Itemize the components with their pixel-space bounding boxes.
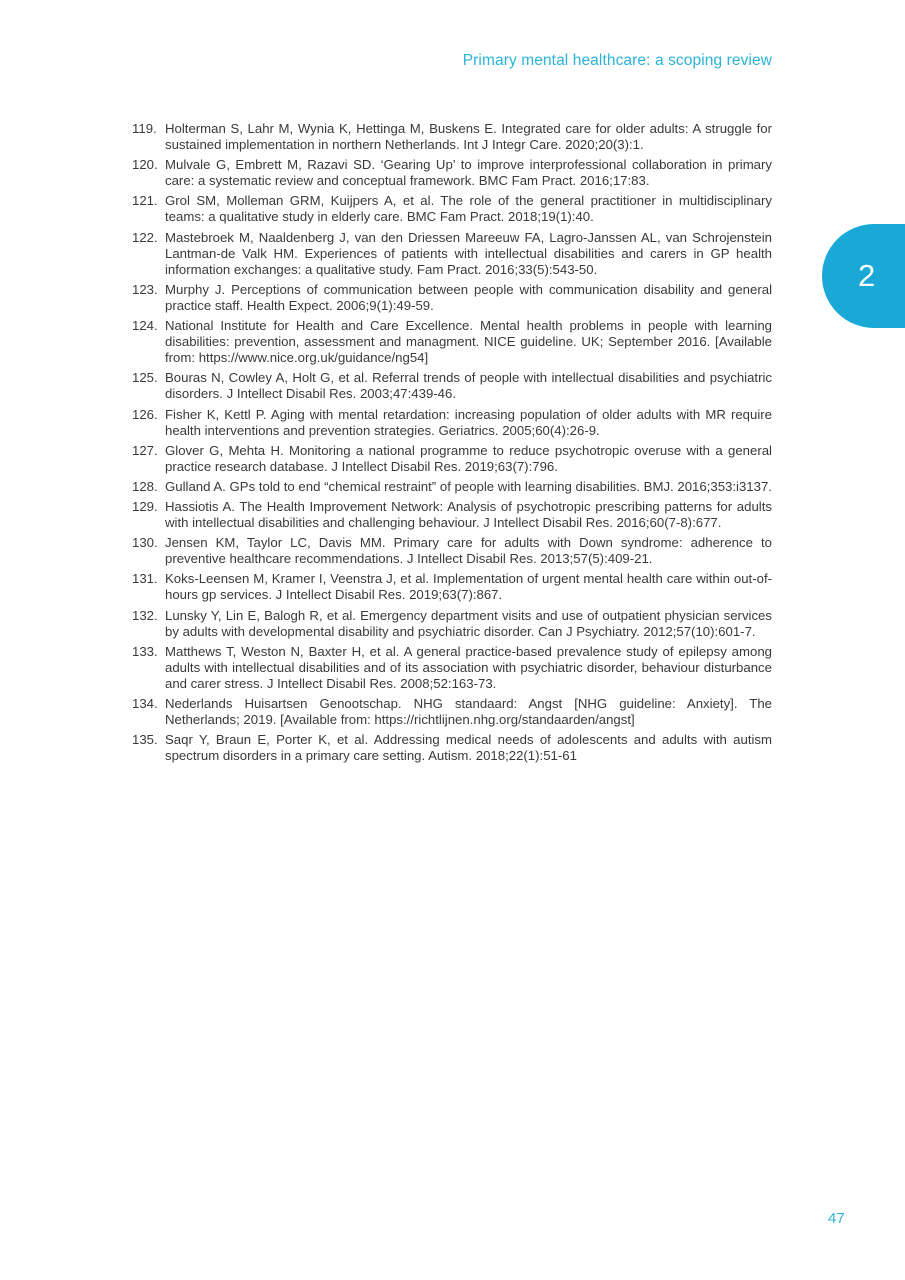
- reference-number: 125.: [132, 370, 158, 386]
- reference-number: 134.: [132, 696, 158, 711]
- reference-item: [132, 732, 772, 764]
- reference-number: 135.: [132, 732, 158, 748]
- reference-text: Jensen KM, Taylor LC, Davis MM. Primary care for adults with Down syndrome: adherence to preventive healthcare recommendations. J Intellect Disabil Res. 2013;57(5):409-21.: [165, 535, 772, 567]
- reference-number: 126.: [132, 406, 158, 422]
- reference-text: Saqr Y, Braun E, Porter K, et al. Addressing medical needs of adolescents and adults with autism spectrum disorders in a primary care setting. Autism. 2018;22(1):51-61: [165, 732, 772, 764]
- chapter-number-tab: 2: [822, 224, 905, 328]
- reference-number: 131.: [132, 571, 158, 587]
- reference-number: 120.: [132, 157, 158, 173]
- reference-number: 124.: [132, 318, 158, 334]
- reference-item: [132, 644, 772, 692]
- reference-number: 133.: [132, 643, 158, 659]
- reference-text: Murphy J. Perceptions of communication between people with communication disability and general practice staff. Health Expect. 2006;9(1):49-59.: [165, 281, 772, 313]
- reference-item: [132, 499, 772, 531]
- reference-text: Gulland A. GPs told to end “chemical restraint” of people with learning disabilities. BMJ. 2016;353:i3137.: [165, 478, 772, 494]
- reference-text: National Institute for Health and Care Excellence. Mental health problems in people with learning disabilities: prevention, assessment and managment. NICE guideline. UK; September 2016. [Available from: https://www.nice.org.uk/guidance/ng54]: [165, 318, 772, 366]
- reference-text: Mulvale G, Embrett M, Razavi SD. ‘Gearing Up’ to improve interprofessional collaboration in primary care: a systematic review and conceptual framework. BMC Fam Pract. 2016;17:83.: [165, 157, 772, 189]
- reference-item: [132, 571, 772, 603]
- reference-number: 130.: [132, 535, 158, 551]
- reference-number: 123.: [132, 281, 158, 297]
- running-header-title: Primary mental healthcare: a scoping review: [462, 52, 772, 69]
- reference-item: [132, 282, 772, 314]
- reference-text: Koks-Leensen M, Kramer I, Veenstra J, et al. Implementation of urgent mental health care within out-of-hours gp services. J Intellect Disabil Res. 2019;63(7):867.: [165, 571, 772, 603]
- reference-item: [132, 696, 772, 728]
- reference-number: 129.: [132, 498, 158, 514]
- reference-number: 119.: [132, 121, 157, 136]
- reference-text: Mastebroek M, Naaldenberg J, van den Driessen Mareeuw FA, Lagro-Janssen AL, van Schrojenstein Lantman-de Valk HM. Experiences of patients with intellectual disabilities and carers in GP health information exchanges: a qualitative study. Fam Pract. 2016;33(5):543-50.: [165, 229, 772, 277]
- reference-text: Matthews T, Weston N, Baxter H, et al. A general practice-based prevalence study of epilepsy among adults with intellectual disabilities and of its association with psychiatric disorder, behaviour disturbance and carer stress. J Intellect Disabil Res. 2008;52:163-73.: [165, 643, 772, 691]
- reference-number: 127.: [132, 442, 158, 458]
- reference-text: Grol SM, Molleman GRM, Kuijpers A, et al. The role of the general practitioner in multidisciplinary teams: a qualitative study in elderly care. BMC Fam Pract. 2018;19(1):40.: [165, 193, 772, 225]
- reference-item: [132, 479, 772, 495]
- reference-item: [132, 193, 772, 225]
- reference-text: Nederlands Huisartsen Genootschap. NHG standaard: Angst [NHG guideline: Anxiety]. The Netherlands; 2019. [Available from: https://richtlijnen.nhg.org/standaarden/angst]: [165, 696, 772, 728]
- reference-item: [132, 230, 772, 278]
- reference-item: [132, 535, 772, 567]
- page-number: 47: [828, 1210, 845, 1227]
- reference-item: [132, 443, 772, 475]
- reference-item: [132, 121, 772, 153]
- reference-item: [132, 157, 772, 189]
- reference-number: 128.: [132, 478, 158, 494]
- reference-item: [132, 370, 772, 402]
- reference-text: Bouras N, Cowley A, Holt G, et al. Referral trends of people with intellectual disabilities and psychiatric disorders. J Intellect Disabil Res. 2003;47:439-46.: [165, 370, 772, 402]
- reference-text: Holterman S, Lahr M, Wynia K, Hettinga M, Buskens E. Integrated care for older adults: A struggle for sustained implementation in northern Netherlands. Int J Integr Care. 2020;20(3):1.: [165, 121, 772, 153]
- reference-number: 132.: [132, 607, 158, 623]
- reference-item: [132, 407, 772, 439]
- reference-item: [132, 318, 772, 366]
- reference-text: Lunsky Y, Lin E, Balogh R, et al. Emergency department visits and use of outpatient physician services by adults with developmental disability and psychiatric disorder. Can J Psychiatry. 2012;57(10):601-7.: [165, 607, 772, 639]
- reference-list: [132, 121, 772, 768]
- reference-text: Hassiotis A. The Health Improvement Network: Analysis of psychotropic prescribing patterns for adults with intellectual disabilities and challenging behaviour. J Intellect Disabil Res. 2016;60(7-8):677.: [165, 498, 772, 531]
- reference-number: 122.: [132, 229, 158, 245]
- reference-text: Glover G, Mehta H. Monitoring a national programme to reduce psychotropic overuse with a general practice research database. J Intellect Disabil Res. 2019;63(7):796.: [165, 442, 772, 474]
- reference-item: [132, 608, 772, 640]
- reference-text: Fisher K, Kettl P. Aging with mental retardation: increasing population of older adults with MR require health interventions and prevention strategies. Geriatrics. 2005;60(4):26-9.: [165, 406, 772, 438]
- reference-number: 121.: [132, 193, 158, 209]
